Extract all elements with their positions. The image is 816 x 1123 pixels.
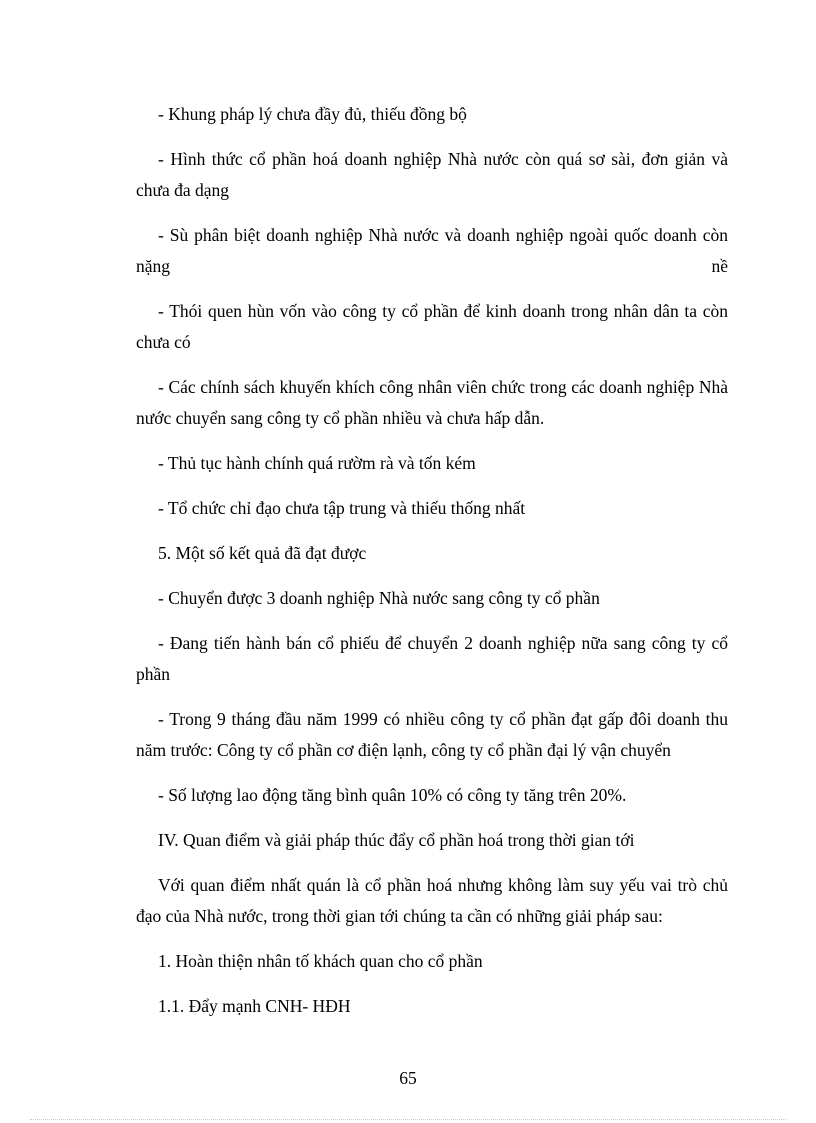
bullet-revenue-growth: - Trong 9 tháng đầu năm 1999 có nhiều công ty cổ phần đạt gấp đôi doanh thu năm trước: Công ty cổ phần cơ điện lạnh, công ty cổ phần đại lý vận chuyển xyxy=(136,709,728,760)
section-heading-solutions: IV. Quan điểm và giải pháp thúc đẩy cổ phần hoá trong thời gian tới xyxy=(158,830,635,850)
paragraph-viewpoint: Với quan điểm nhất quán là cổ phần hoá nhưng không làm suy yếu vai trò chủ đạo của Nhà nước, trong thời gian tới chúng ta cần có những giải pháp sau: xyxy=(136,875,728,926)
subheading-industrialization: 1.1. Đẩy mạnh CNH- HĐH xyxy=(158,996,351,1016)
bullet-selling-shares: - Đang tiến hành bán cổ phiếu để chuyển 2 doanh nghiệp nữa sang công ty cổ phần xyxy=(136,633,728,684)
bullet-labor-growth: - Số lượng lao động tăng bình quân 10% có công ty tăng trên 20%. xyxy=(158,785,627,805)
bullet-organization: - Tổ chức chỉ đạo chưa tập trung và thiếu thống nhất xyxy=(158,498,526,518)
bullet-administrative-procedures: - Thủ tục hành chính quá rườm rà và tốn kém xyxy=(158,453,476,473)
bullet-incentive-policies: - Các chính sách khuyến khích công nhân viên chức trong các doanh nghiệp Nhà nước chuyển sang công ty cổ phần nhiều và chưa hấp dẫn. xyxy=(136,377,728,428)
page-number: 65 xyxy=(399,1068,417,1088)
bullet-investment-habit: - Thói quen hùn vốn vào công ty cổ phần để kinh doanh trong nhân dân ta còn chưa có xyxy=(136,301,728,352)
bullet-legal-framework: - Khung pháp lý chưa đầy đủ, thiếu đồng bộ xyxy=(158,104,467,124)
section-heading-results: 5. Một số kết quả đã đạt được xyxy=(158,543,367,563)
bullet-converted-enterprises: - Chuyển được 3 doanh nghiệp Nhà nước sang công ty cổ phần xyxy=(158,588,600,608)
bullet-discrimination: - Sù phân biệt doanh nghiệp Nhà nước và doanh nghiệp ngoài quốc doanh còn nặng nề xyxy=(136,225,728,276)
page-bottom-divider xyxy=(30,1119,786,1120)
bullet-equitization-form: - Hình thức cổ phần hoá doanh nghiệp Nhà nước còn quá sơ sài, đơn giản và chưa đa dạng xyxy=(136,149,728,200)
page-body xyxy=(136,99,728,1036)
subheading-objective-factors: 1. Hoàn thiện nhân tố khách quan cho cổ phần xyxy=(158,951,483,971)
